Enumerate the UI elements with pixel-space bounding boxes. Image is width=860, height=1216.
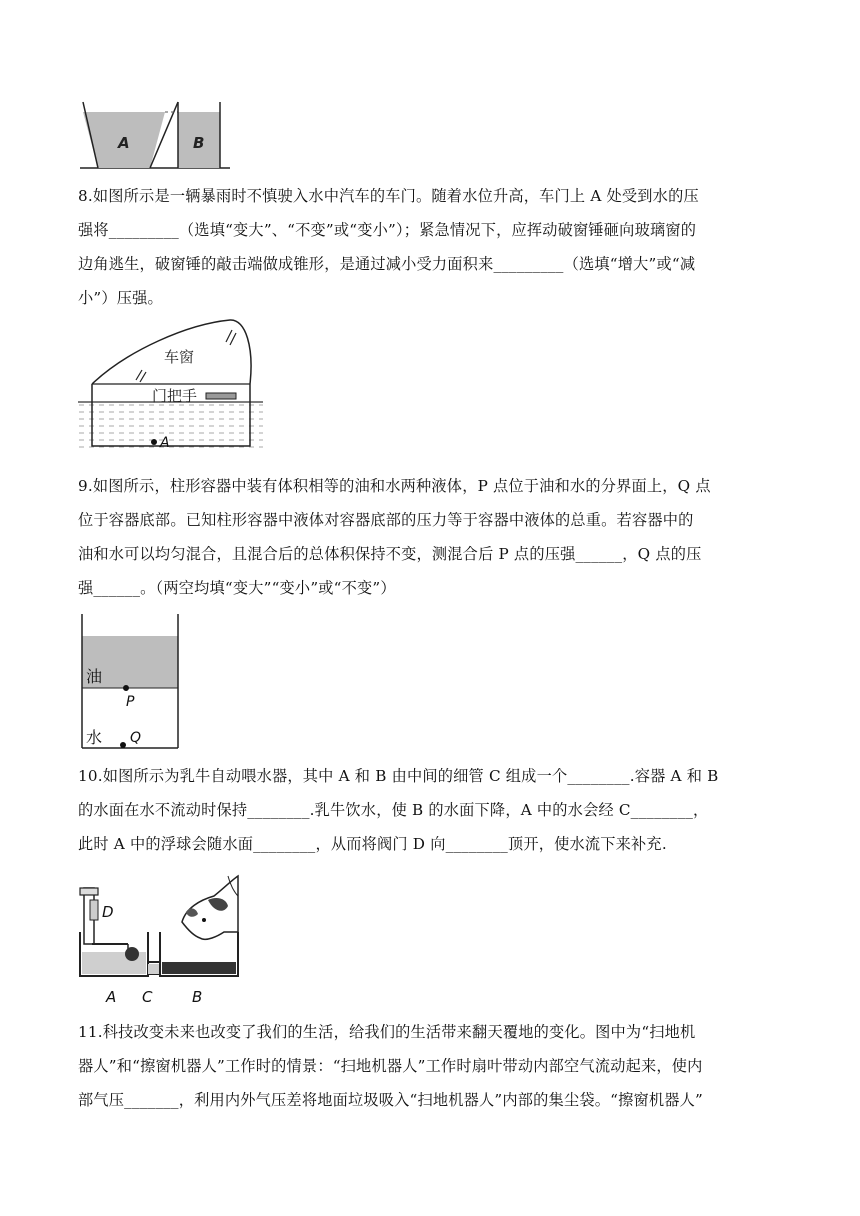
- q10-line-2: 的水面在水不流动时保持________.乳牛饮水，使 B 的水面下降，A 中的水会经 C________，: [78, 801, 709, 819]
- q8-line-4: 小”）压强。: [78, 289, 163, 307]
- q8-line-3: 边角逃生，破窗锤的敲击端做成锥形，是通过减小受力面积来_________（选填“增大”或“减: [78, 255, 696, 273]
- q8-line-2: 强将_________（选填“变大”、“不变”或“变小”）；紧急情况下，应挥动破窗锤砸向玻璃窗的: [78, 221, 697, 239]
- question-8: [78, 179, 782, 315]
- handle-label: 门把手: [152, 387, 198, 405]
- oil-label: 油: [86, 667, 103, 686]
- water-label: 水: [86, 728, 103, 747]
- q10-line-3: 此时 A 中的浮球会随水面________，从而将阀门 D 向________顶开，使水流下来补充.: [78, 835, 667, 853]
- label-d: D: [102, 903, 114, 921]
- question-9: [78, 469, 782, 605]
- point-q-dot: [120, 742, 126, 748]
- q11-line-1: 11.科技改变未来也改变了我们的生活，给我们的生活带来翻天覆地的变化。图中为“扫地机: [78, 1023, 696, 1041]
- container-b-label: B: [193, 134, 205, 152]
- point-p-label: P: [126, 694, 135, 710]
- q10-line-1: 10.如图所示为乳牛自动喂水器，其中 A 和 B 由中间的细管 C 组成一个________.容器 A 和 B: [78, 767, 719, 785]
- q9-line-2: 位于容器底部。已知柱形容器中液体对容器底部的压力等于容器中液体的总重。若容器中的: [78, 511, 694, 529]
- q11-line-3: 部气压_______，利用内外气压差将地面垃圾吸入“扫地机器人”内部的集尘袋。“擦窗机器人”: [78, 1091, 703, 1109]
- oil-water-figure: [78, 612, 182, 752]
- q11-line-2: 器人”和“擦窗机器人”工作时的情景：“扫地机器人”工作时扇叶带动内部空气流动起来，使内: [78, 1057, 703, 1075]
- door-handle: [206, 393, 236, 399]
- window-label: 车窗: [164, 348, 195, 366]
- label-b: B: [192, 988, 203, 1006]
- point-p-dot: [123, 685, 129, 691]
- point-q-label: Q: [130, 730, 142, 746]
- q9-line-1: 9.如图所示，柱形容器中装有体积相等的油和水两种液体，P 点位于油和水的分界面上，Q 点: [78, 477, 711, 495]
- label-a: A: [106, 988, 117, 1006]
- q9-line-4: 强______。（两空均填“变大”“变小”或“不变”）: [78, 579, 396, 597]
- q9-line-3: 油和水可以均匀混合，且混合后的总体积保持不变，测混合后 P 点的压强______，Q 点的压: [78, 545, 702, 563]
- q8-line-1: 8.如图所示是一辆暴雨时不慎驶入水中汽车的车门。随着水位升高，车门上 A 处受到水的压: [78, 187, 699, 205]
- car-door-figure: [78, 318, 263, 454]
- point-a-label: A: [160, 435, 170, 451]
- point-a-dot: [151, 439, 157, 445]
- label-c: C: [142, 988, 153, 1006]
- question-10: [78, 759, 782, 861]
- cow-feeder-figure: [78, 870, 240, 1010]
- container-a-label: A: [118, 134, 130, 152]
- question-11: [78, 1015, 782, 1117]
- containers-figure: [78, 100, 238, 172]
